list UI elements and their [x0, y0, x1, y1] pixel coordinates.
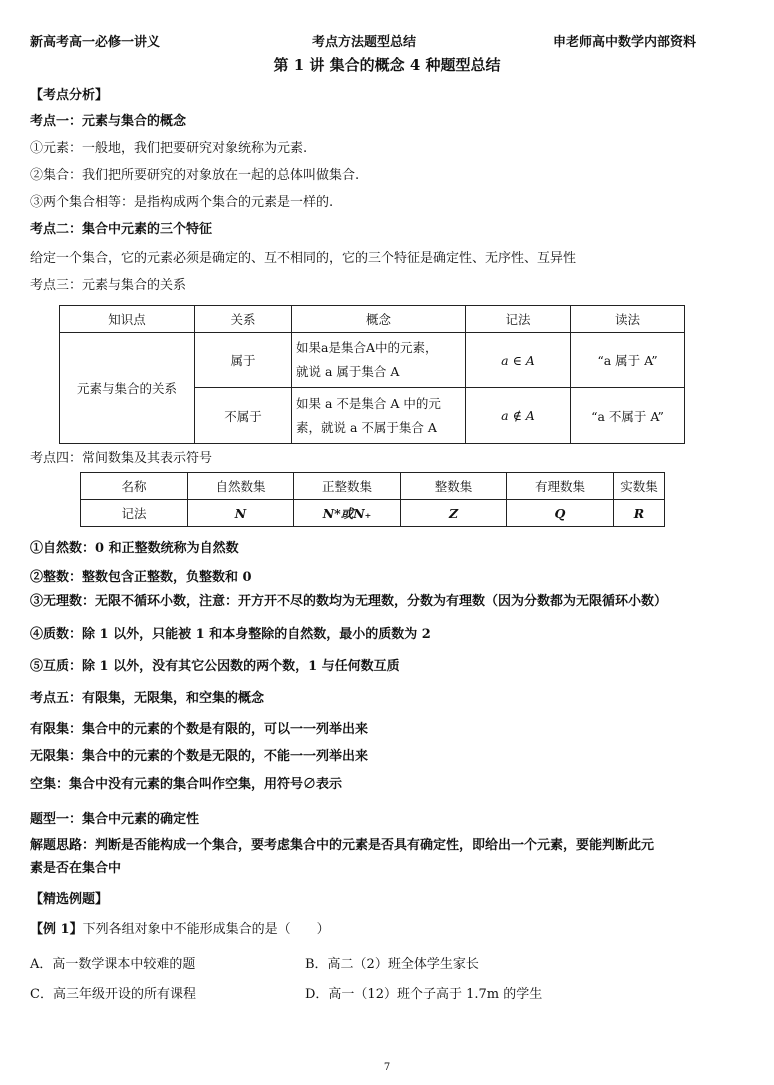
symbol-cell: 记法 [81, 500, 188, 527]
option-c[interactable]: C．高三年级开设的所有课程 [30, 987, 196, 1002]
th: 读法 [571, 306, 685, 333]
concept-cell [292, 388, 466, 444]
kp4-item: ⑤互质：除 1 以外，没有其它公因数的两个数，1 与任何数互质 [30, 659, 400, 674]
kp5-item: 无限集：集合中的元素的个数是无限的，不能一一列举出来 [30, 749, 369, 764]
section-analysis: 【考点分析】 [30, 88, 109, 103]
concept-line: 就说 a 属于集合 A [296, 364, 400, 379]
reading-cell: “a 属于 A” [571, 333, 685, 388]
kp3-title: 考点三：元素与集合的关系 [30, 278, 187, 293]
topic-cell: 元素与集合的关系 [60, 333, 195, 444]
kp5-item: 空集：集合中没有元素的集合叫作空集，用符号∅表示 [30, 777, 343, 792]
kp2-text: 给定一个集合，它的元素必须是确定的、互不相同的，它的三个特征是确定性、无序性、互异性 [30, 251, 577, 266]
examples-header: 【精选例题】 [30, 892, 109, 907]
example-label: 【例 1】 [30, 922, 83, 937]
kp4-item: ②整数：整数包含正整数，负整数和 0 [30, 570, 252, 585]
page-number: 7 [383, 1062, 391, 1073]
option-b[interactable]: B．高二（2）班全体学生家长 [305, 957, 479, 972]
header-left: 新高考高一必修一讲义 [30, 35, 161, 50]
header-right: 申老师高中数学内部资料 [553, 35, 697, 50]
symbol-cell: N [188, 500, 294, 527]
kp1-item: ③两个集合相等：是指构成两个集合的元素是一样的. [30, 195, 334, 210]
th: 记法 [466, 306, 571, 333]
name-cell: 整数集 [401, 473, 507, 500]
kp4-item: ④质数：除 1 以外，只能被 1 和本身整除的自然数，最小的质数为 2 [30, 627, 431, 642]
type1-idea: 素是否在集合中 [30, 861, 122, 876]
name-cell: 名称 [81, 473, 188, 500]
symbol-cell: Z [401, 500, 507, 527]
number-sets-table [80, 472, 665, 527]
kp4-title: 考点四：常间数集及其表示符号 [30, 451, 213, 466]
notation-cell: a ∈ A [466, 333, 571, 388]
th: 概念 [292, 306, 466, 333]
kp5-item: 有限集：集合中的元素的个数是有限的，可以一一列举出来 [30, 722, 369, 737]
type1-title: 题型一：集合中元素的确定性 [30, 812, 200, 827]
th: 知识点 [60, 306, 195, 333]
name-cell: 有理数集 [507, 473, 614, 500]
concept-line: 如果 a 不是集合 A 中的元 [296, 395, 441, 411]
page-title: 第 1 讲 集合的概念 4 种题型总结 [273, 56, 501, 74]
type1-idea: 解题思路：判断是否能构成一个集合，要考虑集合中的元素是否具有确定性，即给出一个元素，要能判断此元 [30, 838, 655, 853]
kp2-title: 考点二：集合中元素的三个特征 [30, 222, 213, 237]
notation-cell: a ∉ A [466, 388, 571, 444]
name-cell: 正整数集 [294, 473, 401, 500]
kp5-title: 考点五：有限集，无限集，和空集的概念 [30, 691, 265, 706]
name-cell: 自然数集 [188, 473, 294, 500]
kp1-title: 考点一：元素与集合的概念 [30, 114, 187, 129]
symbol-cell: Q [507, 500, 614, 527]
question-text: 下列各组对象中不能形成集合的是（ ） [82, 922, 330, 937]
name-cell: 实数集 [614, 473, 665, 500]
kp4-item: ①自然数：0 和正整数统称为自然数 [30, 541, 239, 556]
header-center: 考点方法题型总结 [312, 35, 417, 50]
option-d[interactable]: D．高一（12）班个子高于 1.7m 的学生 [305, 987, 543, 1002]
concept-line: 如果a是集合A中的元素， [296, 340, 438, 355]
kp1-item: ①元素：一般地，我们把要研究对象统称为元素. [30, 141, 308, 156]
example1-question [30, 921, 330, 939]
symbol-cell: R [614, 500, 665, 527]
concept-line: 素，就说 a 不属于集合 A [296, 419, 437, 435]
kp4-item: ③无理数：无限不循环小数，注意：开方开不尽的数均为无理数，分数为有理数（因为分数都为无限循环小数） [30, 594, 668, 609]
symbol-cell: N*或N₊ [294, 500, 401, 527]
th: 关系 [195, 306, 292, 333]
relation-cell: 不属于 [195, 388, 292, 444]
relation-cell: 属于 [195, 333, 292, 388]
reading-cell: “a 不属于 A” [571, 388, 685, 444]
concept-cell [292, 333, 466, 388]
kp1-item: ②集合：我们把所要研究的对象放在一起的总体叫做集合. [30, 168, 360, 183]
option-a[interactable]: A．高一数学课本中较难的题 [30, 957, 196, 972]
element-set-relation-table [59, 305, 685, 444]
